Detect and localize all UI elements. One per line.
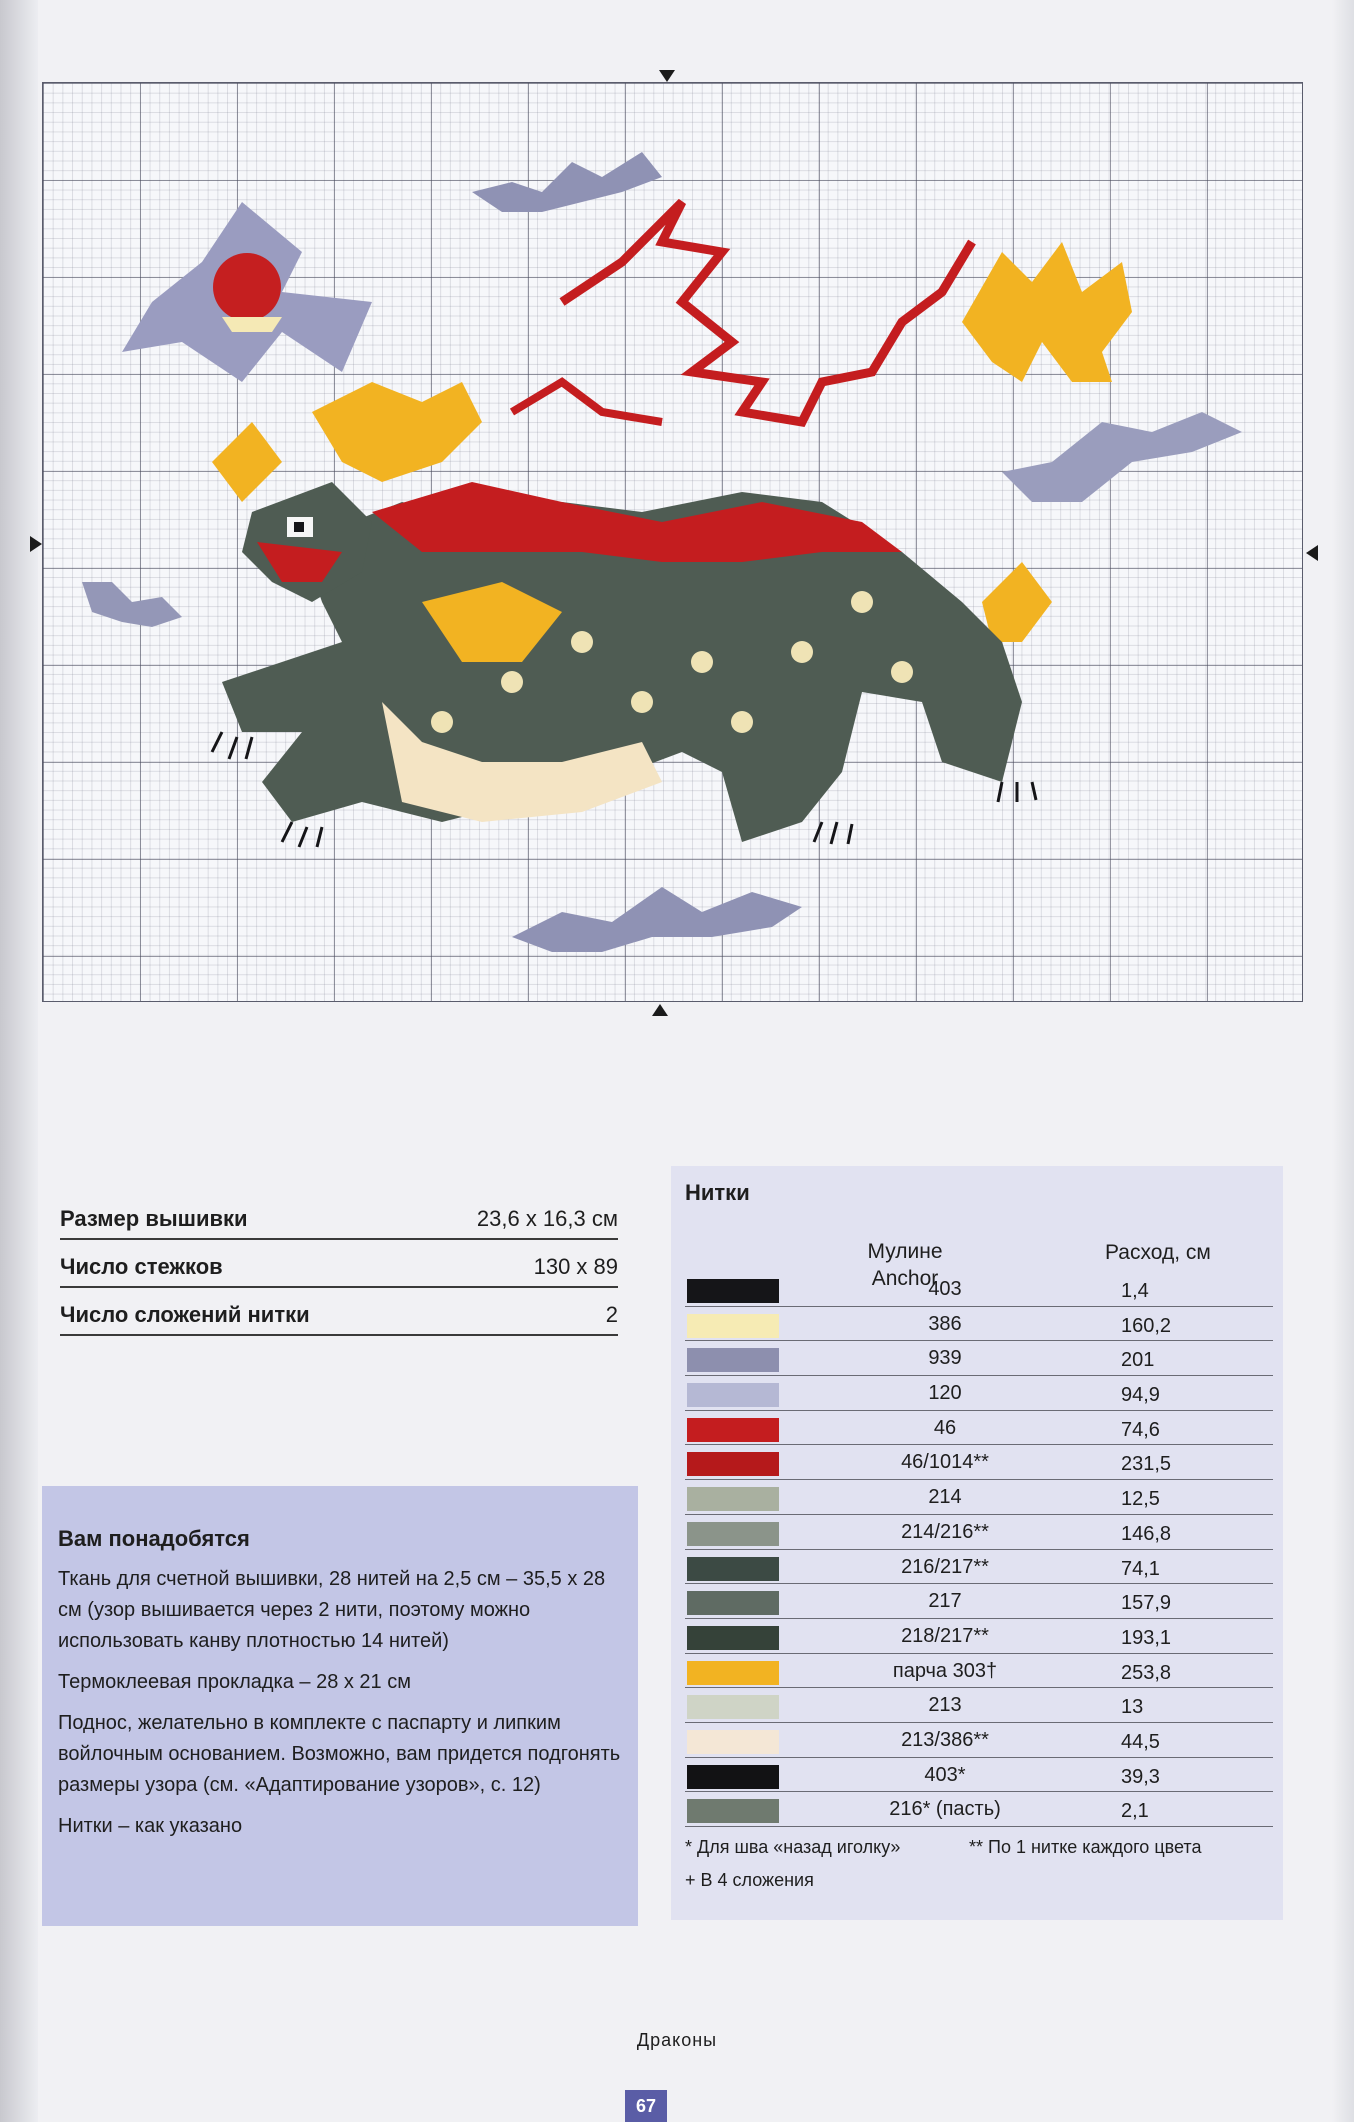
thread-code: 46	[933, 1416, 957, 1439]
chapter-title: Драконы	[636, 2030, 718, 2050]
color-swatch	[687, 1452, 779, 1476]
cloud-left	[82, 582, 182, 627]
thread-code: 403*	[924, 1763, 966, 1786]
thread-row	[685, 1445, 1273, 1480]
thread-row	[685, 1411, 1273, 1446]
thread-row	[685, 1688, 1273, 1723]
thread-code: 213	[928, 1694, 962, 1717]
spec-value: 23,6 x 16,3 см	[476, 1206, 618, 1231]
color-swatch	[687, 1348, 779, 1372]
thread-code: 386	[928, 1312, 962, 1335]
cloud-top	[472, 152, 662, 212]
column-header-anchor: Мулине Anchor	[867, 1240, 943, 1290]
color-swatch	[687, 1765, 779, 1789]
thread-code: 213/386**	[901, 1728, 989, 1751]
spec-row-stitches	[60, 1240, 618, 1288]
thread-amount: 160,2	[1121, 1314, 1172, 1337]
thread-row	[685, 1341, 1273, 1376]
color-swatch	[687, 1418, 779, 1442]
color-swatch	[687, 1730, 779, 1754]
color-swatch	[687, 1314, 779, 1338]
threads-title: Нитки	[685, 1180, 750, 1205]
thread-code: 214/216**	[901, 1520, 989, 1543]
thread-amount: 201	[1121, 1349, 1155, 1372]
lightning	[562, 202, 972, 422]
threads-table	[671, 1166, 1283, 1920]
center-marker-right	[1306, 545, 1318, 561]
thread-code: 939	[928, 1347, 962, 1370]
page-edge	[1332, 0, 1354, 2122]
center-marker-left	[30, 536, 42, 552]
thread-code: парча 303†	[892, 1659, 998, 1682]
color-swatch	[687, 1487, 779, 1511]
cross-stitch-chart	[42, 82, 1303, 1002]
materials-item: Поднос, желательно в комплекте с паспарту и липким войлочным основанием. Возможно, вам придется подгонять размеры узора (см. «Адаптирование узоров», с. 12)	[58, 1712, 621, 1796]
thread-amount: 253,8	[1121, 1661, 1172, 1684]
thread-row	[685, 1515, 1273, 1550]
thread-amount: 12,5	[1121, 1488, 1160, 1511]
color-swatch	[687, 1557, 779, 1581]
thread-code: 120	[928, 1382, 962, 1405]
color-swatch	[687, 1626, 779, 1650]
specs-table	[60, 1192, 618, 1336]
thread-row	[685, 1376, 1273, 1411]
materials-title: Вам понадобятся	[58, 1526, 250, 1551]
thread-amount: 2,1	[1121, 1800, 1149, 1823]
note-blend: ** По 1 нитке каждого цвета	[969, 1837, 1202, 1857]
dragon-pattern-image	[42, 82, 1303, 1002]
materials-item: Нитки – как указано	[58, 1815, 243, 1837]
color-swatch	[687, 1799, 779, 1823]
materials-item: Ткань для счетной вышивки, 28 нитей на 2,5 см – 35,5 x 28 см (узор вышивается через 2 нити, поэтому можно использовать канву плотностью 14 нитей)	[58, 1568, 606, 1652]
thread-amount: 39,3	[1121, 1765, 1160, 1788]
color-swatch	[687, 1522, 779, 1546]
column-header-amount: Расход, см	[1105, 1241, 1211, 1264]
spec-label: Размер вышивки	[60, 1206, 248, 1231]
threads-notes	[685, 1831, 1273, 1897]
thread-amount: 74,6	[1121, 1418, 1160, 1441]
thread-amount: 94,9	[1121, 1384, 1160, 1407]
thread-row	[685, 1550, 1273, 1585]
thread-row	[685, 1480, 1273, 1515]
thread-row	[685, 1619, 1273, 1654]
center-marker-bottom	[652, 1004, 668, 1016]
thread-amount: 157,9	[1121, 1592, 1172, 1615]
cloud-right	[1002, 412, 1242, 502]
thread-amount: 231,5	[1121, 1453, 1172, 1476]
thread-code: 216* (пасть)	[889, 1798, 1001, 1821]
center-marker-top	[659, 70, 675, 82]
materials-item: Термоклеевая прокладка – 28 x 21 см	[58, 1671, 411, 1693]
cloud-bottom	[512, 887, 802, 952]
thread-amount: 13	[1121, 1696, 1144, 1719]
thread-row	[685, 1792, 1273, 1827]
thread-row	[685, 1272, 1273, 1307]
thread-code: 217	[928, 1590, 962, 1613]
thread-code: 214	[928, 1486, 962, 1509]
thread-amount: 193,1	[1121, 1626, 1172, 1649]
thread-code: 216/217**	[901, 1555, 989, 1578]
thread-amount: 44,5	[1121, 1730, 1160, 1753]
note-backstitch: * Для шва «назад иголку»	[685, 1837, 901, 1857]
spec-value: 130 x 89	[533, 1254, 618, 1279]
thread-code: 46/1014**	[901, 1451, 989, 1474]
color-swatch	[687, 1383, 779, 1407]
thread-row	[685, 1758, 1273, 1793]
thread-row	[685, 1723, 1273, 1758]
materials-box	[42, 1486, 638, 1926]
thread-row	[685, 1307, 1273, 1342]
thread-code: 218/217**	[901, 1624, 989, 1647]
spec-value: 2	[605, 1302, 618, 1327]
spec-row-size	[60, 1192, 618, 1240]
thread-code: 403	[928, 1278, 962, 1300]
page-gutter-shadow	[0, 0, 38, 2122]
spec-label: Число стежков	[60, 1254, 223, 1279]
thread-row	[685, 1584, 1273, 1619]
color-swatch	[687, 1695, 779, 1719]
thread-row	[685, 1654, 1273, 1689]
color-swatch	[687, 1591, 779, 1615]
spec-row-strands	[60, 1288, 618, 1336]
thread-amount: 146,8	[1121, 1522, 1172, 1545]
page-number: 67	[625, 2090, 667, 2122]
note-strands: + В 4 сложения	[685, 1870, 814, 1890]
color-swatch	[687, 1279, 779, 1303]
spec-label: Число сложений нитки	[60, 1302, 310, 1327]
thread-rows	[685, 1272, 1273, 1827]
sun-motif	[122, 202, 372, 382]
thread-amount: 74,1	[1121, 1557, 1160, 1580]
thread-amount: 1,4	[1121, 1280, 1149, 1302]
color-swatch	[687, 1661, 779, 1685]
